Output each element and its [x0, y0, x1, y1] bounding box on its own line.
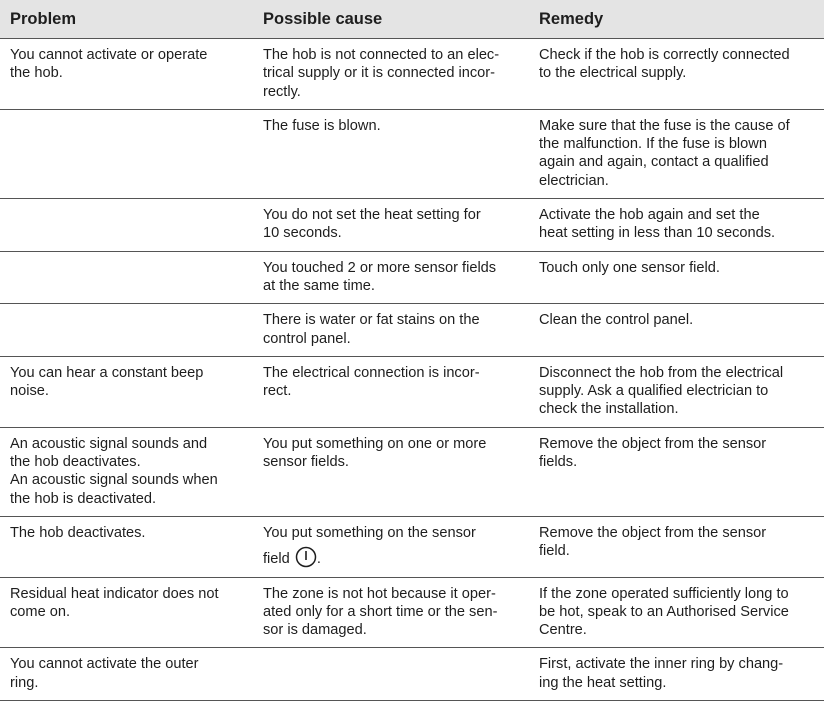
text-line: heat setting in less than 10 seconds. — [539, 225, 776, 242]
remedy-cell — [529, 648, 824, 701]
remedy-cell — [529, 577, 824, 648]
problem-cell — [0, 516, 253, 577]
text-line: If the zone operated sufficiently long to — [539, 585, 789, 602]
text-line: supply. Ask a qualified electrician to — [539, 383, 769, 400]
text-line: at the same time. — [263, 277, 375, 294]
table-row — [0, 304, 824, 357]
cause-cell — [253, 356, 529, 427]
problem-cell — [0, 109, 253, 198]
problem-cell — [0, 251, 253, 304]
cause-cell — [253, 577, 529, 648]
remedy-cell — [529, 356, 824, 427]
table-row — [0, 199, 824, 252]
text-line: Touch only one sensor field. — [539, 259, 720, 276]
text-line: again and again, contact a qualified — [539, 154, 769, 171]
text-line: sor is damaged. — [263, 622, 367, 639]
text-line: You do not set the heat setting for — [263, 207, 481, 224]
text-line: You cannot activate the outer — [10, 656, 199, 673]
header-row — [0, 0, 824, 39]
text-line: An acoustic signal sounds and — [10, 435, 208, 452]
cause-cell — [253, 199, 529, 252]
text-line: Centre. — [539, 622, 587, 639]
remedy-cell — [529, 39, 824, 110]
text-line: Make sure that the fuse is the cause of — [539, 117, 790, 134]
header-possible-cause: Possible cause — [253, 0, 529, 39]
text-line: the hob. — [10, 65, 63, 82]
table-header — [0, 0, 824, 39]
text-line: ated only for a short time or the sen- — [263, 603, 498, 620]
text-line: be hot, speak to an Authorised Service — [539, 603, 789, 620]
text-line: You put something on one or more — [263, 435, 487, 452]
text-line: sensor fields. — [263, 454, 349, 471]
cause-cell — [253, 648, 529, 701]
text-line: to the electrical supply. — [539, 65, 687, 82]
table-row — [0, 356, 824, 427]
text-line: The zone is not hot because it oper- — [263, 585, 496, 602]
remedy-cell — [529, 304, 824, 357]
header-problem: Problem — [0, 0, 253, 39]
period: . — [316, 551, 321, 568]
text-line: electrician. — [539, 172, 609, 189]
text-line: Residual heat indicator does not — [10, 585, 219, 602]
table-row — [0, 251, 824, 304]
table-row — [0, 516, 824, 577]
text-line: The hob is not connected to an elec- — [263, 47, 500, 63]
problem-cell — [0, 199, 253, 252]
problem-cell — [0, 427, 253, 516]
problem-cell — [0, 356, 253, 427]
text-line: come on. — [10, 603, 71, 620]
text-line: The hob deactivates. — [10, 524, 146, 541]
table-row — [0, 427, 824, 516]
remedy-cell — [529, 427, 824, 516]
text-line: 10 seconds. — [263, 225, 342, 242]
table-body — [0, 39, 824, 701]
text-line: Check if the hob is correctly connected — [539, 47, 790, 63]
text-line: ing the heat setting. — [539, 674, 667, 691]
problem-cell — [0, 577, 253, 648]
text-line: field. — [539, 543, 570, 560]
cause-cell — [253, 304, 529, 357]
table-row — [0, 577, 824, 648]
text-line: trical supply or it is connected incor- — [263, 65, 495, 82]
text-line: The electrical connection is incor- — [263, 364, 480, 381]
text-line: Clean the control panel. — [539, 312, 694, 329]
text-line: The fuse is blown. — [263, 117, 381, 134]
text-line: Activate the hob again and set the — [539, 207, 760, 224]
text-line: You cannot activate or operate — [10, 47, 208, 63]
problem-cell — [0, 39, 253, 110]
text-line: Disconnect the hob from the electrical — [539, 364, 784, 381]
text-line: ring. — [10, 674, 39, 691]
text-line: fields. — [539, 454, 578, 471]
problem-cell — [0, 304, 253, 357]
text-line: First, activate the inner ring by chang- — [539, 656, 784, 673]
text-line: the malfunction. If the fuse is blown — [539, 136, 767, 153]
text-line: There is water or fat stains on the — [263, 312, 480, 329]
table-row — [0, 109, 824, 198]
text-line: Remove the object from the sensor — [539, 524, 767, 541]
text-line: rect. — [263, 383, 292, 400]
text-line: You can hear a constant beep — [10, 364, 204, 381]
table-row — [0, 39, 824, 110]
cause-cell — [253, 516, 529, 577]
text-line: Remove the object from the sensor — [539, 435, 767, 452]
text-line: rectly. — [263, 83, 301, 100]
remedy-cell — [529, 516, 824, 577]
problem-cell — [0, 648, 253, 701]
text-line: An acoustic signal sounds when — [10, 472, 218, 489]
text-line — [263, 546, 525, 568]
field-word: field — [263, 551, 290, 568]
text-line: check the installation. — [539, 401, 679, 418]
text-line: noise. — [10, 383, 49, 400]
cause-cell — [253, 427, 529, 516]
remedy-cell — [529, 251, 824, 304]
text-line: You touched 2 or more sensor fields — [263, 259, 497, 276]
cause-cell — [253, 251, 529, 304]
text-line: You put something on the sensor — [263, 524, 476, 541]
text-line: control panel. — [263, 330, 351, 347]
remedy-cell — [529, 109, 824, 198]
cause-cell — [253, 39, 529, 110]
remedy-cell — [529, 199, 824, 252]
text-line: the hob deactivates. — [10, 454, 141, 471]
table-row — [0, 648, 824, 701]
header-remedy: Remedy — [529, 0, 824, 39]
power-icon — [295, 546, 317, 568]
text-line: the hob is deactivated. — [10, 490, 157, 507]
cause-cell — [253, 109, 529, 198]
